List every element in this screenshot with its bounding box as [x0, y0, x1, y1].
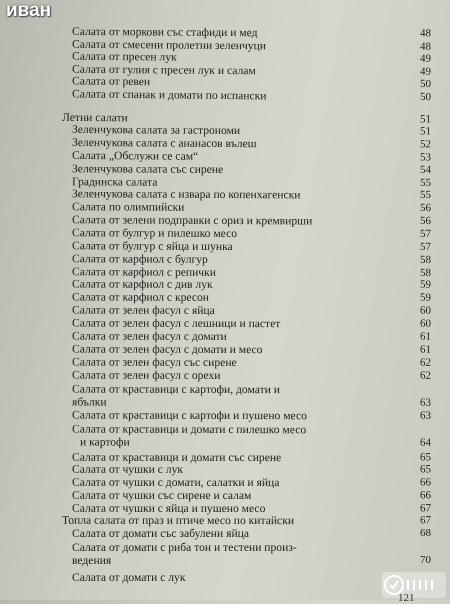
toc-entry-title: Салата от смесени пролетни зеленчуци — [71, 37, 267, 53]
toc-entry-title: Градинска салата — [71, 175, 158, 189]
toc-entry-title: Салата от булгур с яйца и шунка — [71, 239, 233, 254]
toc-entry-page: 57 — [419, 241, 432, 254]
toc-entry-page: 62 — [419, 356, 432, 369]
toc-entry-title: Салата от спанак и домати по испански — [71, 87, 267, 103]
toc-entry-title: Салата от гулия с пресен лук и салам — [71, 62, 256, 78]
toc-entry — [0, 541, 450, 554]
toc-entry-title: Топла салата от праз и птиче месо по китайски — [61, 513, 295, 528]
toc-entry-page: 61 — [419, 343, 432, 356]
toc-entry-title: ведения — [72, 554, 112, 567]
toc-entry-page: 67 — [419, 514, 432, 527]
toc-entry-title: и картофи — [79, 435, 130, 449]
toc-entry-title: Салата от ревен — [71, 74, 151, 89]
watermark-logo: иван — [6, 0, 52, 21]
toc-entry-page: 56 — [419, 202, 432, 215]
toc-entry-title: Салата от зелен фасул с яйца — [71, 303, 215, 317]
toc-entry — [0, 514, 450, 528]
toc-entry-page: 60 — [419, 317, 432, 330]
toc-entry-page: 51 — [419, 113, 432, 126]
toc-entry-page: 66 — [419, 476, 432, 489]
toc-entry-page: 62 — [419, 369, 432, 382]
toc-entry-title: Салата от краставици с картофи и пушено месо — [71, 408, 307, 423]
toc-entry-title: Салата от краставици и домати с пилешко месо — [71, 422, 307, 437]
toc-entry-page: 55 — [419, 177, 432, 190]
toc-entry-title: Салата от домати с лук — [72, 571, 186, 584]
page-number: 121 — [398, 592, 415, 604]
toc-entry-title: Зеленчукова салата за гастрономи — [71, 122, 241, 138]
toc-entry-title: Салата от чушки с яйца и пушено месо — [71, 501, 266, 516]
toc-entry-title: Салата от зелен фасул с орехи — [71, 368, 221, 382]
toc-entry-page: 53 — [419, 151, 432, 164]
toc-entry-title: Салата от пресен лук — [71, 49, 177, 64]
toc-entry-page: 66 — [419, 489, 432, 502]
toc-entry-title: Салата от чушки с домати, салатки и яйца — [71, 475, 280, 490]
toc-entry-page: 56 — [419, 215, 432, 228]
toc-entry-title: Зеленчукова салата с ананасов вълеш — [71, 135, 257, 151]
toc-entry-title: Салата от чушки със сирене и салам — [71, 488, 252, 503]
toc-entry-page: 55 — [419, 189, 432, 202]
toc-entry-title: Салата от краставици и домати със сирене — [71, 450, 282, 465]
toc-entry-page: 50 — [419, 78, 432, 91]
toc-entry-page: 48 — [419, 27, 432, 40]
toc-entry — [0, 554, 450, 567]
toc-entry-title: Салата от карфиол с див лук — [71, 277, 213, 291]
toc-entry-page: 65 — [419, 451, 432, 464]
toc-entry-title: ябълки — [71, 395, 107, 409]
toc-entry-title: Салата от булгур и пилешко месо — [71, 226, 238, 241]
toc-entry-page: 60 — [419, 304, 432, 317]
toc-entry-title: Салата от карфиол с кресон — [71, 290, 210, 304]
toc-entry-title: Салата от зелен фасул с домати и месо — [71, 342, 263, 357]
toc-entry — [0, 527, 450, 540]
toc-entry-page: 65 — [419, 463, 432, 476]
toc-entry-page: 50 — [419, 91, 432, 104]
toc-entry-page: 48 — [419, 40, 432, 53]
toc-entry-page: 49 — [419, 52, 432, 65]
toc-entry-title: Салата от краставици с картофи, домати и — [71, 382, 281, 397]
toc-entry — [0, 368, 450, 383]
toc-entry-page: 67 — [419, 502, 432, 515]
toc-entry-page: 70 — [420, 554, 431, 566]
toc-entry-title: Салата от карфиол с булгур — [71, 252, 208, 266]
toc-entry-page: 58 — [419, 254, 432, 267]
toc-entry — [0, 476, 450, 490]
toc-entry — [0, 435, 450, 450]
toc-entry-page: 59 — [419, 291, 432, 304]
toc-entry-page: 63 — [419, 409, 432, 422]
toc-entry-title: Салата по олимпийски — [71, 200, 185, 214]
toc-entry-page: 61 — [419, 330, 432, 343]
toc-entry-page: 51 — [419, 125, 432, 138]
toc-entry-page: 52 — [419, 138, 432, 151]
toc-entry-page: 64 — [419, 436, 432, 449]
toc-entry-page: 54 — [419, 164, 432, 177]
toc-entry — [0, 408, 450, 423]
toc-entry — [0, 463, 450, 477]
toc-entry-title: Салата от зелен фасул с лешници и пастет — [71, 316, 281, 331]
toc-entry-title: Салата от моркови със стафиди и мед — [71, 24, 258, 40]
toc-entry-page: 59 — [419, 278, 432, 291]
toc-entry — [0, 489, 450, 503]
toc-entry-title: Салата от зелен фасул с домати — [71, 329, 227, 344]
toc-entry-title: Салата от зелени подправки с ориз и кремвирши — [71, 213, 313, 228]
toc-entry-page: 63 — [419, 396, 432, 409]
toc-entry-title: Салата от домати с риба тон и тестени произ- — [72, 541, 297, 554]
toc-entry-title: Салата „Обслужи се сам“ — [71, 148, 199, 163]
toc-entry-page: 57 — [419, 228, 432, 241]
toc-entry-title: Салата от зелен фасул със сирене — [71, 355, 237, 370]
toc-entry-title: Салата от домати със забулени яйца — [72, 527, 250, 540]
toc-entry-title: Зеленчукова салата със сирене — [71, 162, 224, 176]
toc-entry-title: Салата от чушки с лук — [71, 462, 184, 476]
toc-entry-page: 68 — [420, 527, 431, 539]
toc-entry-title: Летни салати — [61, 110, 128, 125]
toc-entry-title: Зеленчукова салата с извара по копенхагенски — [71, 187, 301, 202]
toc-entry-title: Салата от карфиол с репички — [71, 265, 217, 279]
toc-entry-page: 58 — [419, 267, 432, 280]
toc-entry-page: 49 — [419, 65, 432, 78]
